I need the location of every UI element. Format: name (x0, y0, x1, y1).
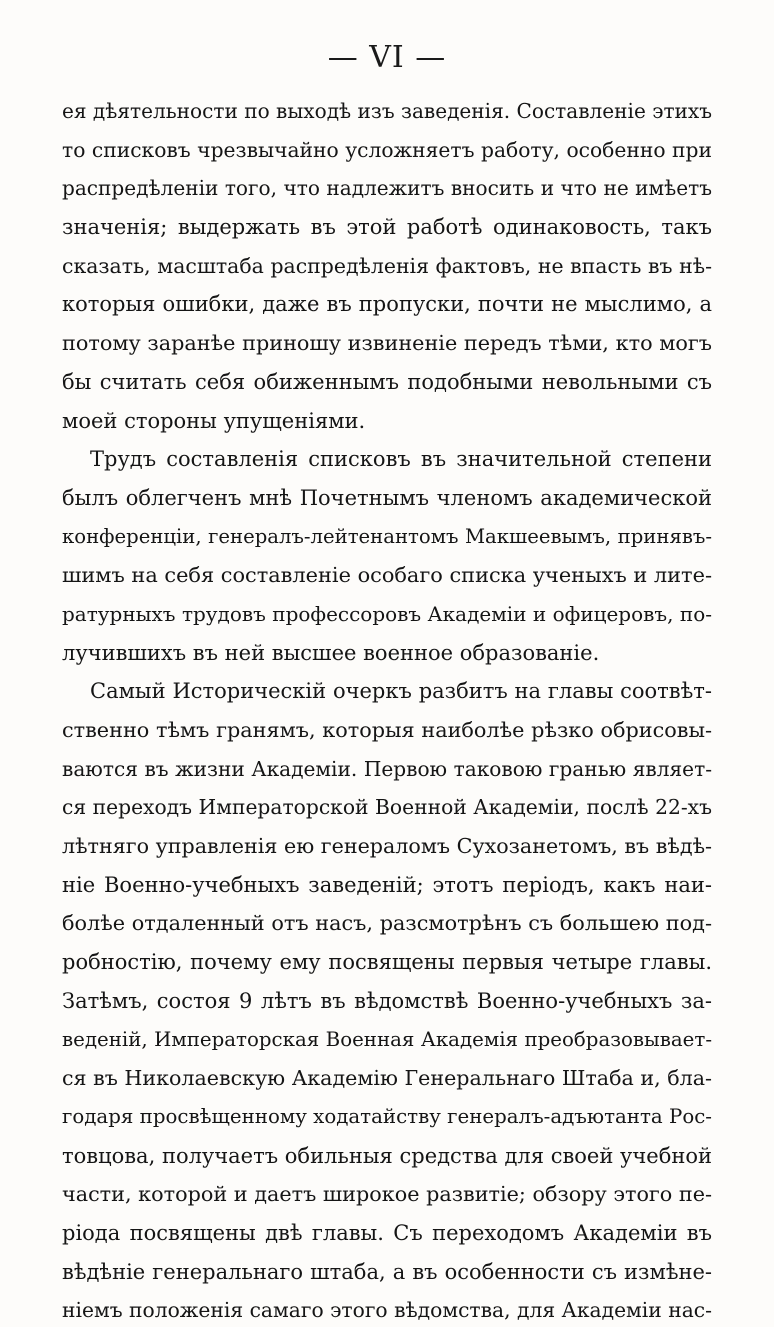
text-line: годаря просвѣщенному ходатайству генералъ-адъютанта Рос- (62, 1104, 712, 1128)
text-line: ея дѣятельности по выходѣ изъ заведенія. Составленіе этихъ (62, 99, 712, 123)
text-line: моей стороны упущеніями. (62, 408, 366, 433)
text-line: то списковъ чрезвычайно усложняетъ работу, особенно при (62, 137, 712, 162)
text-line: товцова, получаетъ обильныя средства для своей учебной (62, 1143, 712, 1168)
text-line: значенія; выдержать въ этой работѣ одинаковость, такъ (62, 215, 712, 240)
text-line: конференціи, генералъ-лейтенантомъ Макшеевымъ, принявъ- (62, 524, 712, 548)
text-line: былъ облегченъ мнѣ Почетнымъ членомъ академической (62, 485, 712, 510)
text-line: потому заранѣе приношу извиненіе передъ тѣми, кто могъ (62, 331, 712, 356)
text-line: Трудъ составленія списковъ въ значительной степени (90, 447, 712, 472)
text-line: веденій, Императорская Военная Академія преобразовывает- (62, 1027, 712, 1051)
text-line: ся въ Николаевскую Академію Генеральнаго Штаба и, бла- (62, 1066, 712, 1091)
text-line: ственно тѣмъ гранямъ, которыя наиболѣе рѣзко обрисовы- (62, 718, 712, 742)
text-line: лѣтняго управленія ею генераломъ Сухозанетомъ, въ вѣдѣ- (62, 834, 712, 859)
text-line: лучившихъ въ ней высшее военное образованіе. (62, 640, 600, 665)
text-line: Самый Историческій очеркъ разбитъ на главы соотвѣт- (90, 679, 712, 704)
page-number: — VI — (327, 40, 447, 75)
text-line: распредѣленіи того, что надлежитъ вносить и что не имѣетъ (62, 176, 712, 201)
body-text (62, 92, 712, 1330)
text-line: ніе Военно-учебныхъ заведеній; этотъ періодъ, какъ наи- (62, 872, 712, 897)
text-line: Затѣмъ, состоя 9 лѣтъ въ вѣдомствѣ Военно-учебныхъ за- (62, 988, 712, 1013)
text-line: сказать, масштаба распредѣленія фактовъ, не впасть въ нѣ- (62, 253, 712, 278)
text-line: шимъ на себя составленіе особаго списка ученыхъ и лите- (62, 563, 712, 588)
text-line: которыя ошибки, даже въ пропуски, почти не мыслимо, а (62, 292, 712, 317)
text-line: ріода посвящены двѣ главы. Съ переходомъ Академіи въ (62, 1220, 712, 1245)
text-line: части, которой и даетъ широкое развитіе; обзору этого пе- (62, 1182, 712, 1207)
text-line: бы считать себя обиженнымъ подобными невольными съ (62, 369, 712, 394)
text-line: ваются въ жизни Академіи. Первою таковою гранью являет- (62, 756, 712, 781)
text-line: робностію, почему ему посвящены первыя четыре главы. (62, 950, 712, 975)
text-line: ся переходъ Императорской Военной Академіи, послѣ 22-хъ (62, 795, 712, 820)
text-line: ніемъ положенія самаго этого вѣдомства, для Академіи нас- (62, 1298, 712, 1323)
text-line: вѣдѣніе генеральнаго штаба, а въ особенности съ измѣне- (62, 1259, 712, 1284)
text-line: болѣе отдаленный отъ насъ, разсмотрѣнъ съ большею под- (62, 911, 712, 936)
text-line: ратурныхъ трудовъ профессоровъ Академіи и офицеровъ, по- (62, 601, 712, 626)
